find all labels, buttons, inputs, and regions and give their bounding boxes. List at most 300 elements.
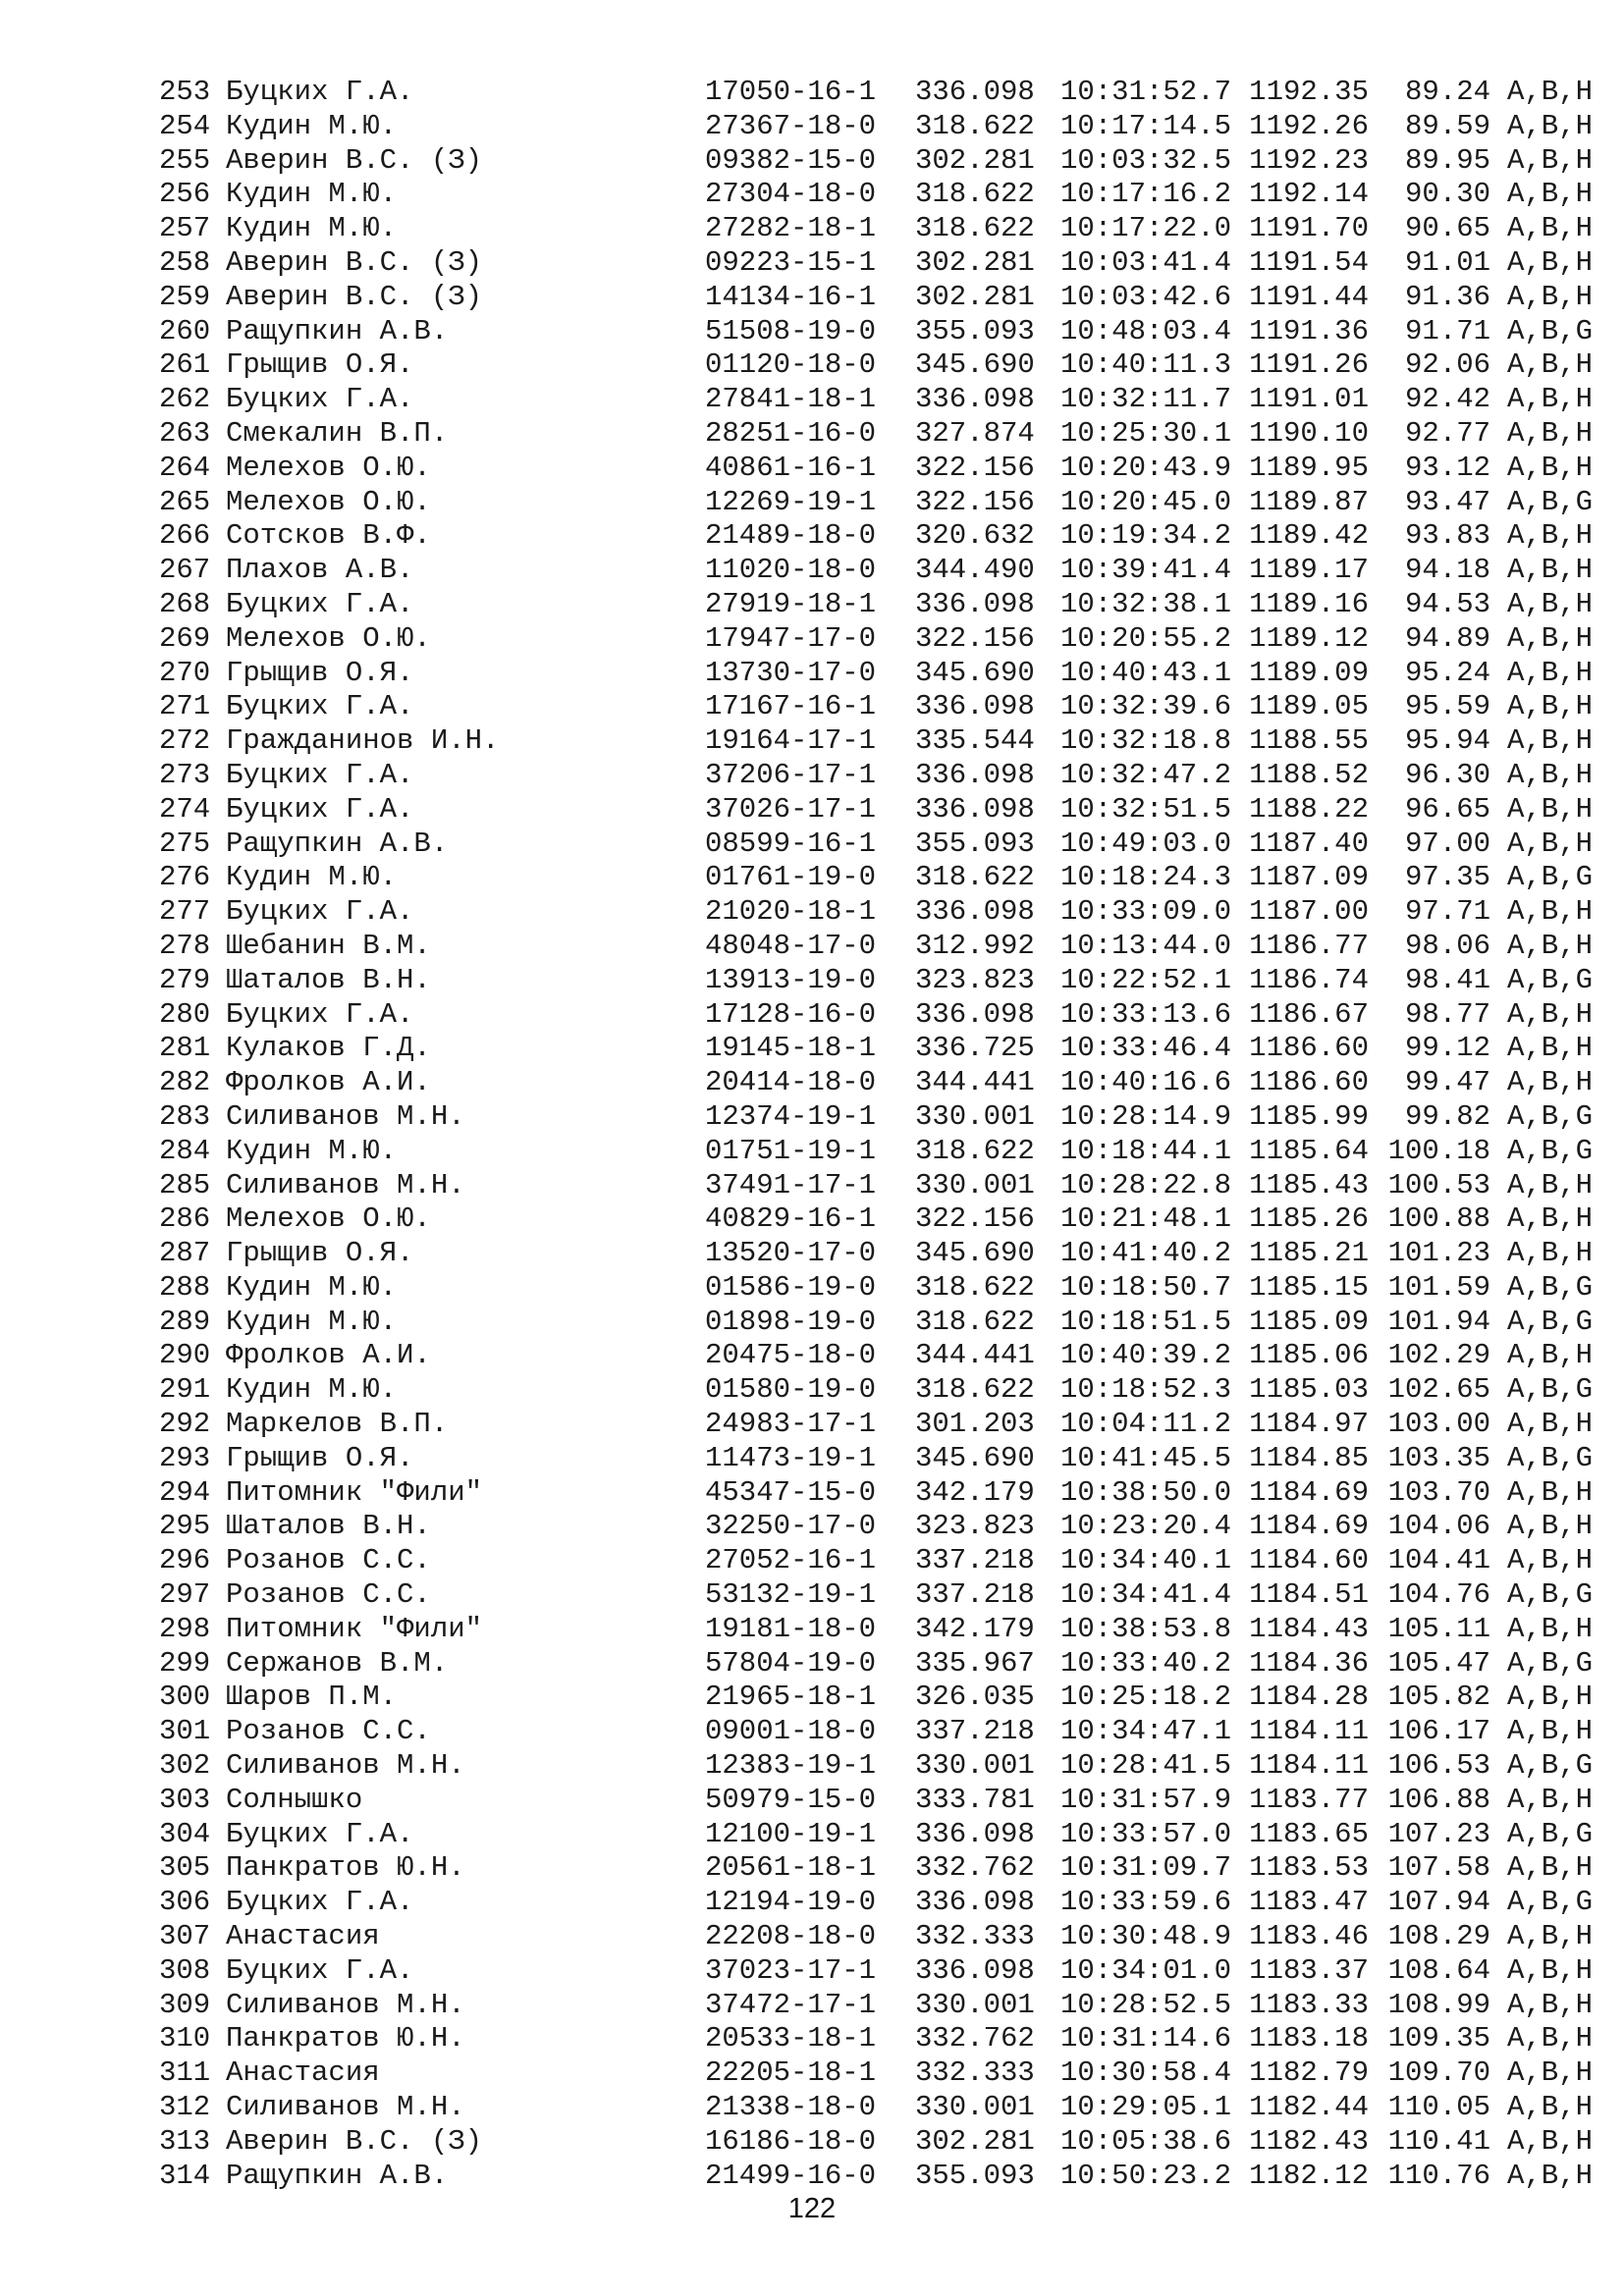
ring-number: 27919-18-1: [705, 587, 877, 620]
place-number: 291: [159, 1373, 211, 1407]
result-row: [159, 1920, 1604, 1954]
categories: A,B,H: [1507, 1066, 1594, 1099]
categories: A,B,H: [1507, 245, 1594, 279]
distance: 345.690: [915, 656, 1035, 689]
distance: 336.098: [915, 792, 1035, 826]
categories: A,B,H: [1507, 1032, 1594, 1065]
result-row: [159, 1818, 1604, 1852]
distance: 333.781: [915, 1783, 1035, 1816]
place-number: 259: [159, 280, 211, 313]
place-number: 273: [159, 758, 211, 791]
result-row: [159, 1578, 1604, 1613]
distance: 330.001: [915, 2091, 1035, 2124]
distance: 344.441: [915, 1066, 1035, 1099]
arrival-time: 10:28:52.5: [1059, 1988, 1231, 2021]
categories: A,B,G: [1507, 485, 1594, 518]
coefficient: 99.12: [1404, 1032, 1490, 1065]
categories: A,B,H: [1507, 1988, 1594, 2021]
result-row: [159, 554, 1604, 588]
categories: A,B,G: [1507, 1578, 1594, 1612]
ring-number: 20414-18-0: [705, 1066, 877, 1099]
distance: 330.001: [915, 1988, 1035, 2021]
fancier-name: Буцких Г.А.: [226, 1886, 414, 1919]
arrival-time: 10:34:47.1: [1059, 1715, 1231, 1748]
arrival-time: 10:31:52.7: [1059, 76, 1231, 108]
place-number: 310: [159, 2022, 211, 2056]
fancier-name: Шаталов В.Н.: [226, 963, 431, 996]
categories: A,B,H: [1507, 656, 1594, 689]
coefficient: 106.53: [1387, 1749, 1490, 1783]
coefficient: 89.24: [1404, 76, 1490, 108]
speed: 1182.79: [1249, 2056, 1369, 2090]
fancier-name: Мелехов О.Ю.: [226, 485, 431, 518]
distance: 318.622: [915, 1373, 1035, 1407]
place-number: 258: [159, 245, 211, 279]
coefficient: 90.30: [1404, 178, 1490, 211]
place-number: 300: [159, 1681, 211, 1714]
ring-number: 21338-18-0: [705, 2091, 877, 2124]
fancier-name: Буцких Г.А.: [226, 383, 414, 416]
ring-number: 40861-16-1: [705, 451, 877, 484]
result-row: [159, 1373, 1604, 1408]
result-row: [159, 1202, 1604, 1237]
ring-number: 22205-18-1: [705, 2056, 877, 2090]
coefficient: 98.41: [1404, 963, 1490, 996]
arrival-time: 10:48:03.4: [1059, 314, 1231, 347]
place-number: 297: [159, 1578, 211, 1612]
arrival-time: 10:17:14.5: [1059, 109, 1231, 142]
coefficient: 102.65: [1387, 1373, 1490, 1407]
place-number: 307: [159, 1920, 211, 1953]
speed: 1190.10: [1249, 416, 1369, 450]
fancier-name: Мелехов О.Ю.: [226, 621, 431, 655]
arrival-time: 10:30:48.9: [1059, 1920, 1231, 1953]
result-row: [159, 2022, 1604, 2056]
speed: 1183.53: [1249, 1851, 1369, 1885]
place-number: 309: [159, 1988, 211, 2021]
distance: 337.218: [915, 1578, 1035, 1612]
arrival-time: 10:34:40.1: [1059, 1544, 1231, 1577]
result-row: [159, 2056, 1604, 2091]
speed: 1182.44: [1249, 2091, 1369, 2124]
categories: A,B,H: [1507, 1715, 1594, 1748]
ring-number: 01761-19-0: [705, 861, 877, 894]
fancier-name: Ращупкин А.В.: [226, 827, 449, 860]
categories: A,B,H: [1507, 895, 1594, 929]
speed: 1183.77: [1249, 1783, 1369, 1816]
ring-number: 53132-19-1: [705, 1578, 877, 1612]
arrival-time: 10:40:16.6: [1059, 1066, 1231, 1099]
arrival-time: 10:31:57.9: [1059, 1783, 1231, 1816]
distance: 318.622: [915, 1134, 1035, 1167]
coefficient: 94.89: [1404, 621, 1490, 655]
arrival-time: 10:17:16.2: [1059, 178, 1231, 211]
speed: 1189.09: [1249, 656, 1369, 689]
place-number: 274: [159, 792, 211, 826]
speed: 1189.42: [1249, 519, 1369, 553]
categories: A,B,H: [1507, 1168, 1594, 1201]
place-number: 270: [159, 656, 211, 689]
distance: 332.762: [915, 1851, 1035, 1885]
arrival-time: 10:22:52.1: [1059, 963, 1231, 996]
coefficient: 90.65: [1404, 212, 1490, 245]
coefficient: 105.47: [1387, 1646, 1490, 1680]
distance: 330.001: [915, 1168, 1035, 1201]
categories: A,B,H: [1507, 212, 1594, 245]
distance: 327.874: [915, 416, 1035, 450]
result-row: [159, 1851, 1604, 1886]
speed: 1186.60: [1249, 1066, 1369, 1099]
ring-number: 14134-16-1: [705, 280, 877, 313]
speed: 1189.16: [1249, 587, 1369, 620]
distance: 318.622: [915, 861, 1035, 894]
place-number: 288: [159, 1270, 211, 1304]
categories: A,B,H: [1507, 109, 1594, 142]
place-number: 277: [159, 895, 211, 929]
categories: A,B,H: [1507, 758, 1594, 791]
distance: 337.218: [915, 1544, 1035, 1577]
result-row: [159, 1613, 1604, 1647]
ring-number: 01120-18-0: [705, 348, 877, 382]
ring-number: 17128-16-0: [705, 997, 877, 1031]
result-row: [159, 281, 1604, 315]
distance: 336.098: [915, 1886, 1035, 1919]
arrival-time: 10:18:52.3: [1059, 1373, 1231, 1407]
arrival-time: 10:33:46.4: [1059, 1032, 1231, 1065]
speed: 1183.18: [1249, 2022, 1369, 2056]
result-row: [159, 690, 1604, 724]
result-row: [159, 417, 1604, 452]
ring-number: 21965-18-1: [705, 1681, 877, 1714]
coefficient: 104.41: [1387, 1544, 1490, 1577]
arrival-time: 10:20:55.2: [1059, 621, 1231, 655]
speed: 1184.51: [1249, 1578, 1369, 1612]
fancier-name: Солнышко: [226, 1783, 363, 1816]
coefficient: 108.64: [1387, 1953, 1490, 1987]
arrival-time: 10:23:20.4: [1059, 1510, 1231, 1543]
coefficient: 92.42: [1404, 383, 1490, 416]
result-row: [159, 1544, 1604, 1578]
fancier-name: Грыщив О.Я.: [226, 1237, 414, 1270]
place-number: 284: [159, 1134, 211, 1167]
fancier-name: Кудин М.Ю.: [226, 1270, 398, 1304]
arrival-time: 10:50:23.2: [1059, 2159, 1231, 2192]
place-number: 276: [159, 861, 211, 894]
speed: 1186.77: [1249, 929, 1369, 962]
fancier-name: Ращупкин А.В.: [226, 314, 449, 347]
result-row: [159, 1442, 1604, 1476]
coefficient: 100.88: [1387, 1202, 1490, 1236]
distance: 322.156: [915, 451, 1035, 484]
distance: 323.823: [915, 963, 1035, 996]
result-row: [159, 895, 1604, 930]
arrival-time: 10:32:39.6: [1059, 690, 1231, 723]
arrival-time: 10:03:42.6: [1059, 280, 1231, 313]
place-number: 308: [159, 1953, 211, 1987]
speed: 1187.00: [1249, 895, 1369, 929]
result-row: [159, 486, 1604, 520]
place-number: 304: [159, 1817, 211, 1850]
result-row: [159, 1237, 1604, 1271]
ring-number: 13520-17-0: [705, 1237, 877, 1270]
arrival-time: 10:18:44.1: [1059, 1134, 1231, 1167]
fancier-name: Силиванов М.Н.: [226, 1988, 465, 2021]
speed: 1189.95: [1249, 451, 1369, 484]
speed: 1183.47: [1249, 1886, 1369, 1919]
result-row: [159, 2160, 1604, 2194]
categories: A,B,H: [1507, 519, 1594, 553]
ring-number: 19164-17-1: [705, 724, 877, 758]
speed: 1186.67: [1249, 997, 1369, 1031]
distance: 302.281: [915, 280, 1035, 313]
speed: 1192.26: [1249, 109, 1369, 142]
categories: A,B,H: [1507, 383, 1594, 416]
speed: 1185.26: [1249, 1202, 1369, 1236]
distance: 337.218: [915, 1715, 1035, 1748]
distance: 355.093: [915, 314, 1035, 347]
ring-number: 09223-15-1: [705, 245, 877, 279]
result-row: [159, 1066, 1604, 1100]
place-number: 282: [159, 1066, 211, 1099]
categories: A,B,G: [1507, 1270, 1594, 1304]
fancier-name: Фролков А.И.: [226, 1066, 431, 1099]
speed: 1184.43: [1249, 1612, 1369, 1645]
ring-number: 11020-18-0: [705, 554, 877, 587]
coefficient: 101.59: [1387, 1270, 1490, 1304]
speed: 1182.43: [1249, 2124, 1369, 2158]
speed: 1191.36: [1249, 314, 1369, 347]
ring-number: 37206-17-1: [705, 758, 877, 791]
arrival-time: 10:34:41.4: [1059, 1578, 1231, 1612]
ring-number: 01580-19-0: [705, 1373, 877, 1407]
ring-number: 37023-17-1: [705, 1953, 877, 1987]
coefficient: 94.53: [1404, 587, 1490, 620]
place-number: 299: [159, 1646, 211, 1680]
ring-number: 48048-17-0: [705, 929, 877, 962]
coefficient: 103.00: [1387, 1408, 1490, 1441]
result-row: [159, 1271, 1604, 1306]
arrival-time: 10:32:47.2: [1059, 758, 1231, 791]
distance: 318.622: [915, 1305, 1035, 1338]
arrival-time: 10:33:13.6: [1059, 997, 1231, 1031]
result-row: [159, 315, 1604, 349]
categories: A,B,H: [1507, 1339, 1594, 1372]
speed: 1191.70: [1249, 212, 1369, 245]
coefficient: 106.17: [1387, 1715, 1490, 1748]
arrival-time: 10:30:58.4: [1059, 2056, 1231, 2090]
speed: 1183.65: [1249, 1817, 1369, 1850]
distance: 301.203: [915, 1408, 1035, 1441]
coefficient: 105.11: [1387, 1612, 1490, 1645]
result-row: [159, 1100, 1604, 1135]
result-row: [159, 793, 1604, 828]
speed: 1184.60: [1249, 1544, 1369, 1577]
coefficient: 89.95: [1404, 143, 1490, 177]
categories: A,B,G: [1507, 1441, 1594, 1474]
arrival-time: 10:39:41.4: [1059, 554, 1231, 587]
arrival-time: 10:25:18.2: [1059, 1681, 1231, 1714]
result-row: [159, 622, 1604, 657]
arrival-time: 10:28:41.5: [1059, 1749, 1231, 1783]
place-number: 298: [159, 1612, 211, 1645]
arrival-time: 10:25:30.1: [1059, 416, 1231, 450]
ring-number: 20561-18-1: [705, 1851, 877, 1885]
place-number: 295: [159, 1510, 211, 1543]
distance: 302.281: [915, 143, 1035, 177]
arrival-time: 10:19:34.2: [1059, 519, 1231, 553]
fancier-name: Аверин В.С. (З): [226, 280, 483, 313]
arrival-time: 10:32:11.7: [1059, 383, 1231, 416]
categories: A,B,H: [1507, 1510, 1594, 1543]
coefficient: 99.47: [1404, 1066, 1490, 1099]
fancier-name: Буцких Г.А.: [226, 895, 414, 929]
distance: 318.622: [915, 109, 1035, 142]
speed: 1189.87: [1249, 485, 1369, 518]
ring-number: 17050-16-1: [705, 76, 877, 108]
result-row: [159, 144, 1604, 179]
place-number: 292: [159, 1408, 211, 1441]
arrival-time: 10:40:39.2: [1059, 1339, 1231, 1372]
speed: 1185.43: [1249, 1168, 1369, 1201]
speed: 1185.99: [1249, 1099, 1369, 1133]
fancier-name: Мелехов О.Ю.: [226, 1202, 431, 1236]
fancier-name: Грыщив О.Я.: [226, 1441, 414, 1474]
fancier-name: Питомник "Фили": [226, 1612, 483, 1645]
ring-number: 12383-19-1: [705, 1749, 877, 1783]
coefficient: 93.83: [1404, 519, 1490, 553]
place-number: 264: [159, 451, 211, 484]
fancier-name: Кудин М.Ю.: [226, 212, 398, 245]
place-number: 294: [159, 1475, 211, 1509]
result-row: [159, 861, 1604, 895]
distance: 345.690: [915, 1237, 1035, 1270]
coefficient: 102.29: [1387, 1339, 1490, 1372]
fancier-name: Сотсков В.Ф.: [226, 519, 431, 553]
distance: 330.001: [915, 1099, 1035, 1133]
categories: A,B,H: [1507, 690, 1594, 723]
place-number: 306: [159, 1886, 211, 1919]
result-row: [159, 1749, 1604, 1784]
arrival-time: 10:29:05.1: [1059, 2091, 1231, 2124]
coefficient: 109.70: [1387, 2056, 1490, 2090]
arrival-time: 10:33:09.0: [1059, 895, 1231, 929]
speed: 1187.40: [1249, 827, 1369, 860]
distance: 318.622: [915, 1270, 1035, 1304]
speed: 1185.03: [1249, 1373, 1369, 1407]
fancier-name: Панкратов Ю.Н.: [226, 1851, 465, 1885]
place-number: 253: [159, 76, 211, 108]
fancier-name: Анастасия: [226, 1920, 380, 1953]
categories: A,B,H: [1507, 348, 1594, 382]
ring-number: 24983-17-1: [705, 1408, 877, 1441]
coefficient: 110.76: [1387, 2159, 1490, 2192]
arrival-time: 10:40:11.3: [1059, 348, 1231, 382]
distance: 330.001: [915, 1749, 1035, 1783]
result-row: [159, 1681, 1604, 1715]
arrival-time: 10:33:57.0: [1059, 1817, 1231, 1850]
fancier-name: Шаталов В.Н.: [226, 1510, 431, 1543]
place-number: 262: [159, 383, 211, 416]
place-number: 260: [159, 314, 211, 347]
speed: 1184.11: [1249, 1749, 1369, 1783]
speed: 1189.05: [1249, 690, 1369, 723]
categories: A,B,H: [1507, 1237, 1594, 1270]
categories: A,B,H: [1507, 1612, 1594, 1645]
distance: 336.098: [915, 383, 1035, 416]
arrival-time: 10:18:51.5: [1059, 1305, 1231, 1338]
arrival-time: 10:33:40.2: [1059, 1646, 1231, 1680]
speed: 1184.69: [1249, 1475, 1369, 1509]
categories: A,B,H: [1507, 2159, 1594, 2192]
fancier-name: Ращупкин А.В.: [226, 2159, 449, 2192]
place-number: 283: [159, 1099, 211, 1133]
fancier-name: Кудин М.Ю.: [226, 109, 398, 142]
result-row: [159, 1886, 1604, 1920]
distance: 312.992: [915, 929, 1035, 962]
speed: 1191.44: [1249, 280, 1369, 313]
categories: A,B,H: [1507, 2091, 1594, 2124]
distance: 336.725: [915, 1032, 1035, 1065]
speed: 1191.54: [1249, 245, 1369, 279]
ring-number: 09001-18-0: [705, 1715, 877, 1748]
speed: 1186.60: [1249, 1032, 1369, 1065]
result-row: [159, 1032, 1604, 1066]
coefficient: 107.58: [1387, 1851, 1490, 1885]
fancier-name: Мелехов О.Ю.: [226, 451, 431, 484]
fancier-name: Маркелов В.П.: [226, 1408, 449, 1441]
categories: A,B,H: [1507, 1783, 1594, 1816]
speed: 1184.11: [1249, 1715, 1369, 1748]
fancier-name: Буцких Г.А.: [226, 1953, 414, 1987]
place-number: 267: [159, 554, 211, 587]
fancier-name: Кудин М.Ю.: [226, 1373, 398, 1407]
categories: A,B,H: [1507, 1851, 1594, 1885]
coefficient: 95.59: [1404, 690, 1490, 723]
ring-number: 22208-18-0: [705, 1920, 877, 1953]
distance: 342.179: [915, 1612, 1035, 1645]
categories: A,B,H: [1507, 1202, 1594, 1236]
categories: A,B,H: [1507, 1544, 1594, 1577]
result-row: [159, 657, 1604, 691]
coefficient: 97.71: [1404, 895, 1490, 929]
result-row: [159, 383, 1604, 417]
ring-number: 28251-16-0: [705, 416, 877, 450]
place-number: 255: [159, 143, 211, 177]
distance: 342.179: [915, 1475, 1035, 1509]
ring-number: 27304-18-0: [705, 178, 877, 211]
result-row: [159, 930, 1604, 964]
ring-number: 21489-18-0: [705, 519, 877, 553]
fancier-name: Гражданинов И.Н.: [226, 724, 500, 758]
ring-number: 20475-18-0: [705, 1339, 877, 1372]
place-number: 278: [159, 929, 211, 962]
place-number: 268: [159, 587, 211, 620]
coefficient: 104.06: [1387, 1510, 1490, 1543]
result-row: [159, 76, 1604, 110]
distance: 332.333: [915, 1920, 1035, 1953]
distance: 336.098: [915, 1953, 1035, 1987]
fancier-name: Кулаков Г.Д.: [226, 1032, 431, 1065]
categories: A,B,G: [1507, 1886, 1594, 1919]
arrival-time: 10:28:22.8: [1059, 1168, 1231, 1201]
fancier-name: Розанов С.С.: [226, 1715, 431, 1748]
ring-number: 13913-19-0: [705, 963, 877, 996]
coefficient: 101.23: [1387, 1237, 1490, 1270]
result-row: [159, 1169, 1604, 1203]
arrival-time: 10:03:41.4: [1059, 245, 1231, 279]
distance: 355.093: [915, 2159, 1035, 2192]
distance: 332.762: [915, 2022, 1035, 2056]
